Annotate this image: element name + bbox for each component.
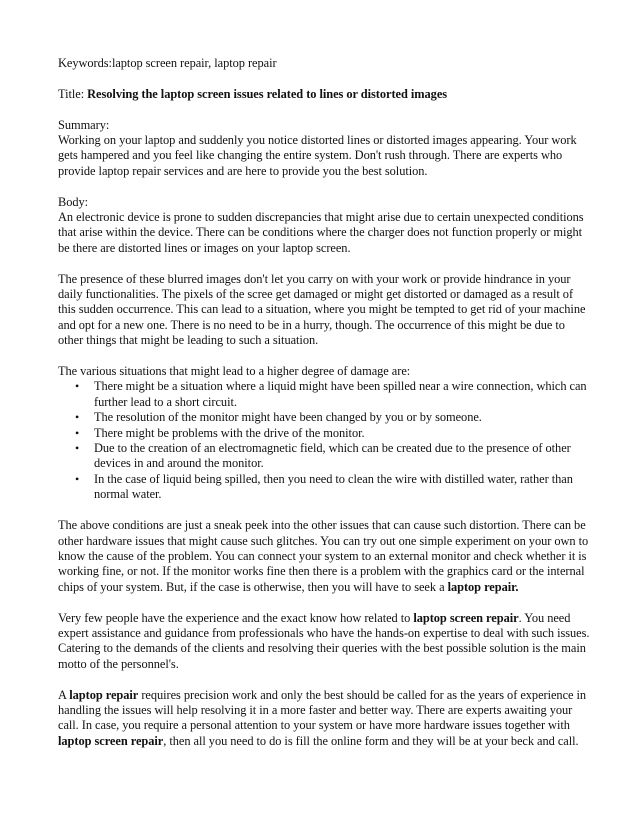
bullet-icon: • (75, 410, 80, 425)
list-item: • In the case of liquid being spilled, then you need to clean the wire with distilled water, rather than normal water. (75, 471, 573, 502)
title-label: Title: (58, 86, 88, 101)
bullet-icon: • (75, 425, 80, 440)
situations-list (58, 379, 590, 502)
laptop-repair-keyword: laptop repair (69, 687, 139, 702)
bullet-icon: • (75, 441, 80, 456)
summary-section (58, 118, 590, 180)
body-paragraph-2: The presence of these blurred images don't let you carry on with your work or provide hindrance in your daily functionalities. The pixels of the scree get damaged or might get distorted or damaged as a result of this sudden occurrence. This can lead to a situation, where you might be tempted to get rid of your machine and opt for a new one. There is no need to be in a hurry, though. The occurrence of this might be due to other things that might be leading to such a situation. (58, 271, 586, 348)
bullet-icon: • (75, 471, 80, 486)
laptop-screen-repair-keyword: laptop screen repair (58, 733, 164, 748)
laptop-screen-repair-keyword: laptop screen repair (413, 610, 519, 625)
summary-label: Summary: (58, 117, 110, 132)
list-item: • Due to the creation of an electromagnetic field, which can be created due to the presence of other devices in and around the monitor. (75, 441, 571, 471)
body-label: Body: (58, 194, 89, 209)
body-paragraph-5: A laptop repair requires precision work and only the best should be called for as the years of experience in handling the issues will help resolving it in a more faster and better way. There are experts awaiting your call. In case, you require a personal attention to your system or have more hardware issues together with laptop screen repair, then all you need to do is fill the online form and they will be at your beck and call. (58, 687, 587, 748)
body-paragraph-1 (58, 195, 590, 257)
list-item: • The resolution of the monitor might have been changed by you or by someone. (75, 410, 482, 425)
list-intro: The various situations that might lead to a higher degree of damage are: (58, 364, 411, 379)
title-value: Resolving the laptop screen issues related to lines or distorted images (87, 86, 448, 101)
summary-text: Working on your laptop and suddenly you notice distorted lines or distorted images appearing. Your work gets hampered and you feel like changing the entire system. Don't rush through. There are experts who provide laptop repair services and are here to provide you the best solution. (58, 133, 577, 178)
keywords-label: Keywords: (58, 56, 112, 70)
keywords-value: laptop screen repair, laptop repair (111, 56, 277, 70)
keywords-line (58, 56, 590, 71)
list-item: • There might be a situation where a liquid might have been spilled near a wire connection, which can further lead to a short circuit. (75, 379, 587, 409)
body-paragraph-4: Very few people have the experience and the exact know how related to laptop screen repair. You need expert assistance and guidance from professionals who have the hands-on expertise to deal with such issues. Catering to the demands of the clients and resolving their queries with the best possible solution is the main motto of the personnel's. (58, 610, 590, 671)
body-paragraph-3: The above conditions are just a sneak peek into the other issues that can cause such distortion. There can be other hardware issues that might cause such glitches. You can try out one simple experiment on your own to know the cause of the problem. You can connect your system to an external monitor and check whether it is working fine, or not. If the monitor works fine then there is a problem with the graphics card or the internal chips of your system. But, if the case is otherwise, then you will have to seek a laptop repair. (58, 518, 589, 594)
body-p1-text: An electronic device is prone to sudden discrepancies that might arise due to certain unexpected conditions that arise within the device. There can be conditions where the charger does not function properly or might be there are distorted lines or images on your laptop screen. (58, 210, 584, 255)
laptop-repair-keyword: laptop repair. (447, 579, 519, 594)
title-line (58, 87, 590, 102)
bullet-icon: • (75, 379, 80, 394)
list-item: • There might be problems with the drive of the monitor. (75, 425, 365, 440)
document-page (58, 56, 590, 765)
